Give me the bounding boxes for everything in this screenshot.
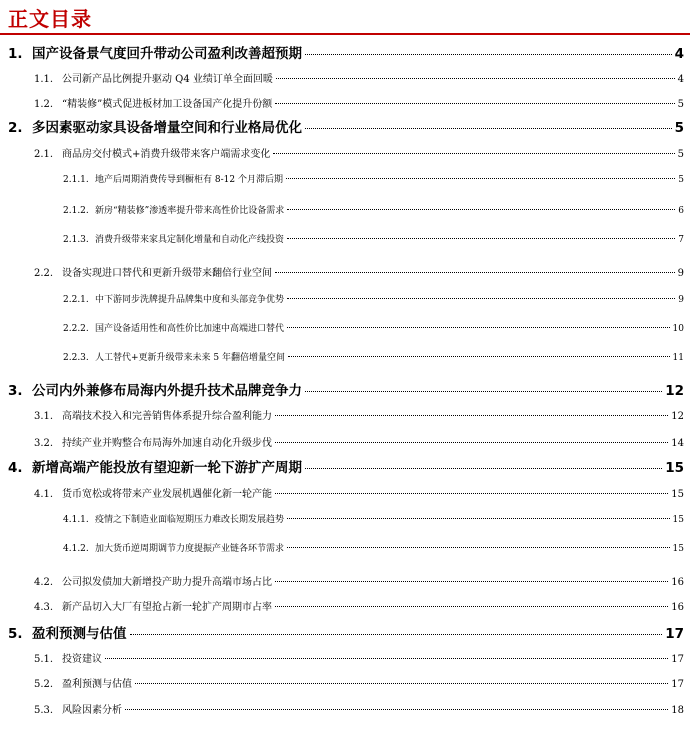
toc-leader-dots — [275, 493, 668, 494]
toc-entry[interactable] — [63, 232, 684, 245]
toc-entry-title: 风险因素分析 — [62, 705, 122, 716]
toc-entry-number: 3. — [8, 383, 23, 399]
toc-entry[interactable] — [63, 172, 684, 185]
toc-entry[interactable] — [34, 650, 684, 665]
toc-entry-number: 2.1.1. — [63, 175, 89, 185]
toc-entry-number: 2.2.3. — [63, 353, 89, 363]
toc-leader-dots — [275, 606, 668, 607]
toc-entry[interactable] — [34, 485, 684, 500]
toc-entry-number: 4.1.1. — [63, 515, 89, 525]
toc-entry-number: 5.1. — [34, 654, 54, 665]
toc-entry-number: 5. — [8, 626, 23, 642]
toc-entry-page: 5 — [677, 149, 684, 160]
toc-entry-title: 高端技术投入和完善销售体系提升综合盈利能力 — [62, 411, 272, 422]
toc-entry-title: 盈利预测与估值 — [62, 679, 132, 690]
toc-entry-title: 地产后周期消费传导到橱柜有 8-12 个月滞后期 — [95, 175, 283, 185]
toc-entry-page: 12 — [665, 383, 684, 399]
toc-entry-page: 11 — [672, 353, 684, 363]
toc-leader-dots — [275, 103, 674, 104]
toc-entry[interactable] — [34, 598, 684, 613]
toc-entry-title: 中下游同步洗牌提升品牌集中度和头部竞争优势 — [95, 295, 285, 305]
toc-entry-page: 18 — [671, 705, 684, 716]
toc-entry[interactable] — [34, 434, 684, 449]
toc-entry[interactable] — [63, 350, 684, 363]
toc-leader-dots — [275, 272, 675, 273]
toc-leader-dots — [273, 153, 674, 154]
toc-entry[interactable] — [8, 379, 684, 399]
toc-entry-number: 2.1.3. — [63, 235, 89, 245]
toc-entry-page: 16 — [671, 577, 684, 588]
toc-entry[interactable] — [34, 145, 684, 160]
toc-entry[interactable] — [34, 675, 684, 690]
toc-entry-title: 公司新产品比例提升驱动 Q4 业绩订单全面回暖 — [62, 74, 273, 85]
toc-entry-title: 盈利预测与估值 — [32, 626, 127, 642]
toc-entry[interactable] — [34, 407, 684, 422]
toc-entry-title: 设备实现进口替代和更新升级带来翻倍行业空间 — [62, 268, 272, 279]
toc-leader-dots — [305, 468, 662, 469]
toc-entry-number: 5.2. — [34, 679, 54, 690]
toc-entry-title: 商品房交付模式+消费升级带来客户端需求变化 — [62, 149, 271, 160]
toc-entry[interactable] — [34, 95, 684, 110]
toc-leader-dots — [275, 581, 668, 582]
toc-entry-number: 3.2. — [34, 438, 54, 449]
toc-leader-dots — [287, 518, 670, 519]
toc-entry-number: 2.1. — [34, 149, 54, 160]
toc-leader-dots — [286, 178, 675, 179]
toc-entry-title: 国产设备景气度回升带动公司盈利改善超预期 — [32, 46, 302, 62]
toc-entry[interactable] — [63, 203, 684, 216]
toc-leader-dots — [287, 547, 670, 548]
toc-entry-number: 1.2. — [34, 99, 54, 110]
toc-entry-title: 公司内外兼修布局海内外提升技术品牌竞争力 — [32, 383, 302, 399]
toc-entry-page: 4 — [677, 74, 684, 85]
toc-leader-dots — [130, 634, 663, 635]
toc-entry-title: 新产品切入大厂有望抢占新一轮扩产周期市占率 — [62, 602, 272, 613]
toc-entry-number: 4.1.2. — [63, 544, 89, 554]
toc-entry[interactable] — [34, 573, 684, 588]
toc-leader-dots — [276, 78, 675, 79]
toc-entry[interactable] — [63, 512, 684, 525]
toc-entry-number: 2.2.2. — [63, 324, 89, 334]
toc-entry-number: 5.3. — [34, 705, 54, 716]
toc-entry-page: 10 — [672, 324, 684, 334]
toc-entry[interactable] — [63, 321, 684, 334]
toc-entry-number: 2.2. — [34, 268, 54, 279]
toc-entry-title: 货币宽松或将带来产业发展机遇催化新一轮产能 — [62, 489, 272, 500]
toc-entry-page: 5 — [674, 120, 684, 136]
toc-entry-title: 消费升级带来家具定制化增量和自动化产线投资 — [95, 235, 285, 245]
toc-entry-page: 5 — [678, 175, 684, 185]
toc-entry[interactable] — [8, 116, 684, 136]
toc-entry-title: 新增高端产能投放有望迎新一轮下游扩产周期 — [32, 460, 302, 476]
toc-entry-number: 2.2.1. — [63, 295, 89, 305]
toc-leader-dots — [125, 709, 668, 710]
toc-entry-page: 6 — [678, 206, 684, 216]
toc-entry-title: 疫情之下制造业面临短期压力难改长期发展趋势 — [95, 515, 285, 525]
toc-leader-dots — [105, 658, 668, 659]
toc-leader-dots — [287, 209, 675, 210]
toc-entry-number: 3.1. — [34, 411, 54, 422]
toc-entry-page: 9 — [678, 295, 684, 305]
toc-leader-dots — [275, 442, 668, 443]
toc-entry[interactable] — [63, 292, 684, 305]
toc-entry-number: 4.1. — [34, 489, 54, 500]
toc-entry[interactable] — [34, 70, 684, 85]
toc-leader-dots — [305, 54, 672, 55]
toc-entry-number: 1.1. — [34, 74, 54, 85]
toc-leader-dots — [287, 327, 670, 328]
toc-entry-page: 17 — [665, 626, 684, 642]
toc-leader-dots — [288, 356, 670, 357]
toc-entry[interactable] — [8, 456, 684, 476]
toc-entry-page: 15 — [665, 460, 684, 476]
toc-leader-dots — [287, 298, 675, 299]
toc-entry[interactable] — [34, 701, 684, 716]
toc-entry-number: 4.3. — [34, 602, 54, 613]
toc-entry-title: 持续产业并购整合布局海外加速自动化升级步伐 — [62, 438, 272, 449]
toc-entry-page: 7 — [678, 235, 684, 245]
toc-entry[interactable] — [34, 264, 684, 279]
toc-entry-page: 5 — [677, 99, 684, 110]
toc-entry[interactable] — [8, 622, 684, 642]
toc-entry-number: 2.1.2. — [63, 206, 89, 216]
toc-entry-title: 新房“精装修”渗透率提升带来高性价比设备需求 — [95, 206, 285, 216]
toc-entry-number: 2. — [8, 120, 23, 136]
toc-entry-page: 9 — [677, 268, 684, 279]
toc-entry-title: 国产设备适用性和高性价比加速中高端进口替代 — [95, 324, 285, 334]
toc-entry-page: 17 — [671, 679, 684, 690]
toc-heading: 正文目录 — [8, 7, 92, 31]
toc-entry[interactable] — [8, 42, 684, 62]
toc-entry-title: 公司拟发债加大新增投产助力提升高端市场占比 — [62, 577, 272, 588]
toc-entry-page: 15 — [672, 544, 684, 554]
toc-leader-dots — [275, 415, 668, 416]
toc-entry-number: 1. — [8, 46, 23, 62]
toc-entry-title: 投资建议 — [62, 654, 102, 665]
toc-entry-title: 多因素驱动家具设备增量空间和行业格局优化 — [32, 120, 302, 136]
toc-leader-dots — [305, 391, 662, 392]
toc-entry-page: 17 — [671, 654, 684, 665]
toc-entry-page: 15 — [672, 515, 684, 525]
toc-entry-page: 4 — [674, 46, 684, 62]
toc-leader-dots — [287, 238, 675, 239]
toc-leader-dots — [305, 128, 672, 129]
toc-leader-dots — [135, 683, 668, 684]
toc-entry-page: 14 — [671, 438, 684, 449]
toc-entry-title: “精装修”模式促进板材加工设备国产化提升份额 — [62, 99, 273, 110]
toc-entry-number: 4. — [8, 460, 23, 476]
toc-entry-page: 15 — [671, 489, 684, 500]
toc-entry-title: 人工替代+更新升级带来未来 5 年翻倍增量空间 — [95, 353, 285, 363]
toc-entry-number: 4.2. — [34, 577, 54, 588]
toc-entry-page: 12 — [671, 411, 684, 422]
heading-divider — [0, 33, 690, 35]
toc-entry-page: 16 — [671, 602, 684, 613]
toc-entry[interactable] — [63, 541, 684, 554]
toc-entry-title: 加大货币逆周期调节力度提振产业链各环节需求 — [95, 544, 285, 554]
